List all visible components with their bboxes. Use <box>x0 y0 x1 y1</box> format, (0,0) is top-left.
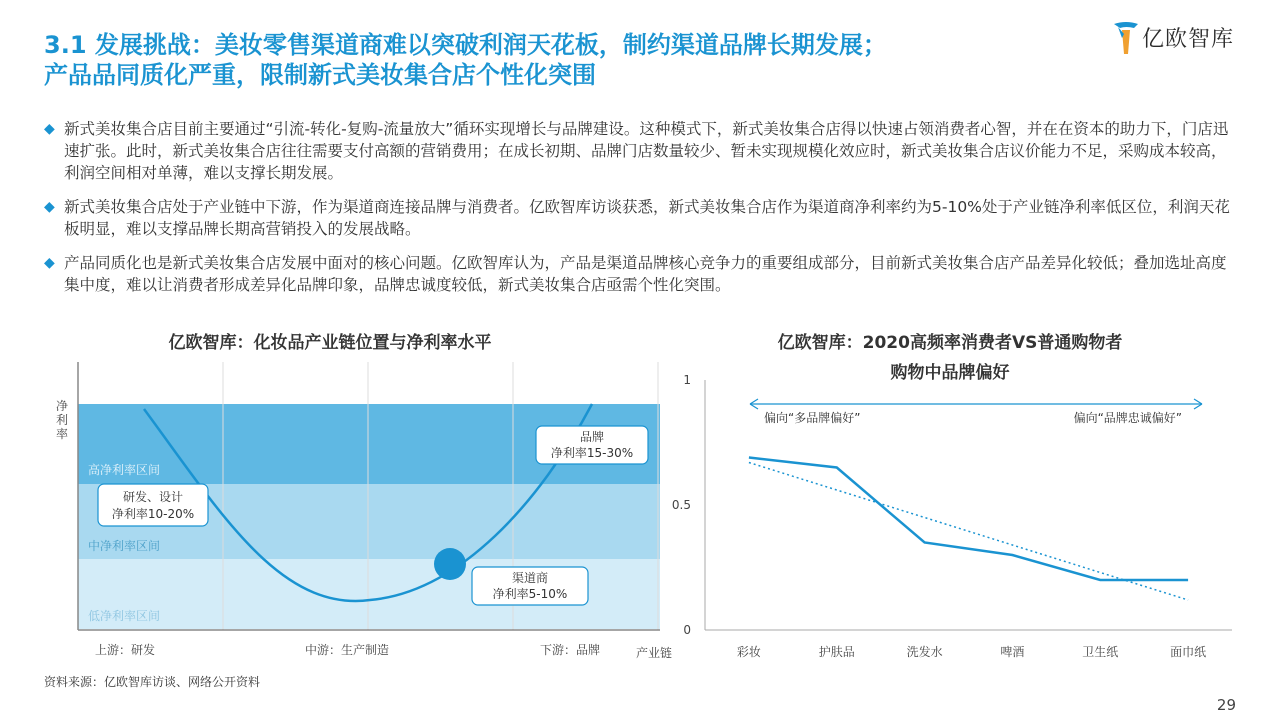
bullet-text: 产品同质化也是新式美妆集合店发展中面对的核心问题。亿欧智库认为，产品是渠道品牌核心竞争力的重要组成部分，目前新式美妆集合店产品差异化较低；叠加选址高度集中度，难以让消费者形成差异化品牌印象，品牌忠诚度较低，新式美妆集合店亟需个性化突围。 <box>64 254 1227 294</box>
y-tick-label: 0.5 <box>671 498 691 512</box>
arrow-left-label: 偏向“多品牌偏好” <box>764 411 861 425</box>
x-tick-label: 护肤品 <box>818 645 855 659</box>
callout-brand-line2: 净利率15-30% <box>550 446 634 460</box>
title-line-2: 产品品同质化严重，限制新式美妆集合店个性化突围 <box>44 61 596 89</box>
diamond-bullet-icon: ◆ <box>44 255 55 271</box>
page-number: 29 <box>1216 696 1236 714</box>
callout-channel-line1: 渠道商 <box>511 571 549 585</box>
zone-label-low: 低净利率区间 <box>88 609 161 623</box>
x-tick-label: 洗发水 <box>906 645 943 659</box>
callout-rd-line1: 研发、设计 <box>122 490 184 504</box>
right-chart-title-line2: 购物中品牌偏好 <box>890 363 1010 383</box>
page-title <box>44 30 1104 90</box>
zone-label-mid: 中净利率区间 <box>88 539 161 553</box>
y-tick-label: 1 <box>683 373 691 387</box>
preference-arrow <box>750 399 1202 409</box>
x-tick-midstream: 中游：生产制造 <box>305 643 390 657</box>
callout-rd-line2: 净利率10-20% <box>111 507 195 521</box>
arrow-right-label: 偏向“品牌忠诚偏好” <box>1073 411 1182 425</box>
industry-chain-chart <box>40 362 680 662</box>
logo-text: 亿欧智库 <box>1142 27 1235 52</box>
brand-logo <box>1112 18 1252 58</box>
callout-rd <box>98 484 208 526</box>
yiou-logo-icon <box>1112 18 1142 58</box>
bullet-list <box>44 118 1240 308</box>
y-tick-label: 0 <box>683 623 691 637</box>
x-tick-upstream: 上游：研发 <box>95 643 156 657</box>
x-tick-label: 卫生纸 <box>1082 645 1119 659</box>
x-tick-label: 啤酒 <box>1000 645 1025 659</box>
diamond-bullet-icon: ◆ <box>44 199 55 215</box>
bullet-item <box>44 196 1240 240</box>
title-line-1: 3.1 发展挑战：美妆零售渠道商难以突破利润天花板，制约渠道品牌长期发展； <box>44 31 887 59</box>
bullet-text: 新式美妆集合店处于产业链中下游，作为渠道商连接品牌与消费者。亿欧智库访谈获悉，新式美妆集合店作为渠道商净利率约为5-10%处于产业链净利率低区位，利润天花板明显，难以支撑品牌长期高营销投入的发展战略。 <box>64 198 1230 238</box>
bullet-item <box>44 118 1240 184</box>
callout-channel-line2: 净利率5-10% <box>492 587 568 601</box>
callout-brand-line1: 品牌 <box>579 430 605 444</box>
bullet-item <box>44 252 1240 296</box>
channel-position-dot <box>434 548 466 580</box>
callout-brand <box>536 426 648 464</box>
x-tick-label: 面巾纸 <box>1170 645 1207 659</box>
left-chart-title: 亿欧智库：化妆品产业链位置与净利率水平 <box>168 333 492 353</box>
brand-preference-chart <box>670 366 1250 666</box>
source-note: 资料来源：亿欧智库访谈、网络公开资料 <box>44 675 261 689</box>
right-chart-title-line1: 亿欧智库：2020高频率消费者VS普通购物者 <box>777 333 1123 353</box>
diamond-bullet-icon: ◆ <box>44 121 55 137</box>
x-tick-downstream: 下游：品牌 <box>540 643 601 657</box>
series-line <box>749 458 1188 581</box>
zone-label-high: 高净利率区间 <box>88 463 161 477</box>
callout-channel <box>472 567 588 605</box>
x-axis-label: 产业链 <box>636 646 673 660</box>
x-tick-label: 彩妆 <box>736 645 761 659</box>
y-axis-label: 净利率 <box>56 399 69 441</box>
bullet-text: 新式美妆集合店目前主要通过“引流-转化-复购-流量放大”循环实现增长与品牌建设。这种模式下，新式美妆集合店得以快速占领消费者心智，并在在资本的助力下，门店迅速扩张。此时，新式美妆集合店往往需要支付高额的营销费用；在成长初期、品牌门店数量较少、暂未实现规模化效应时，新式美妆集合店议价能力不足，采购成本较高，利润空间相对单薄，难以支撑长期发展。 <box>64 120 1229 182</box>
